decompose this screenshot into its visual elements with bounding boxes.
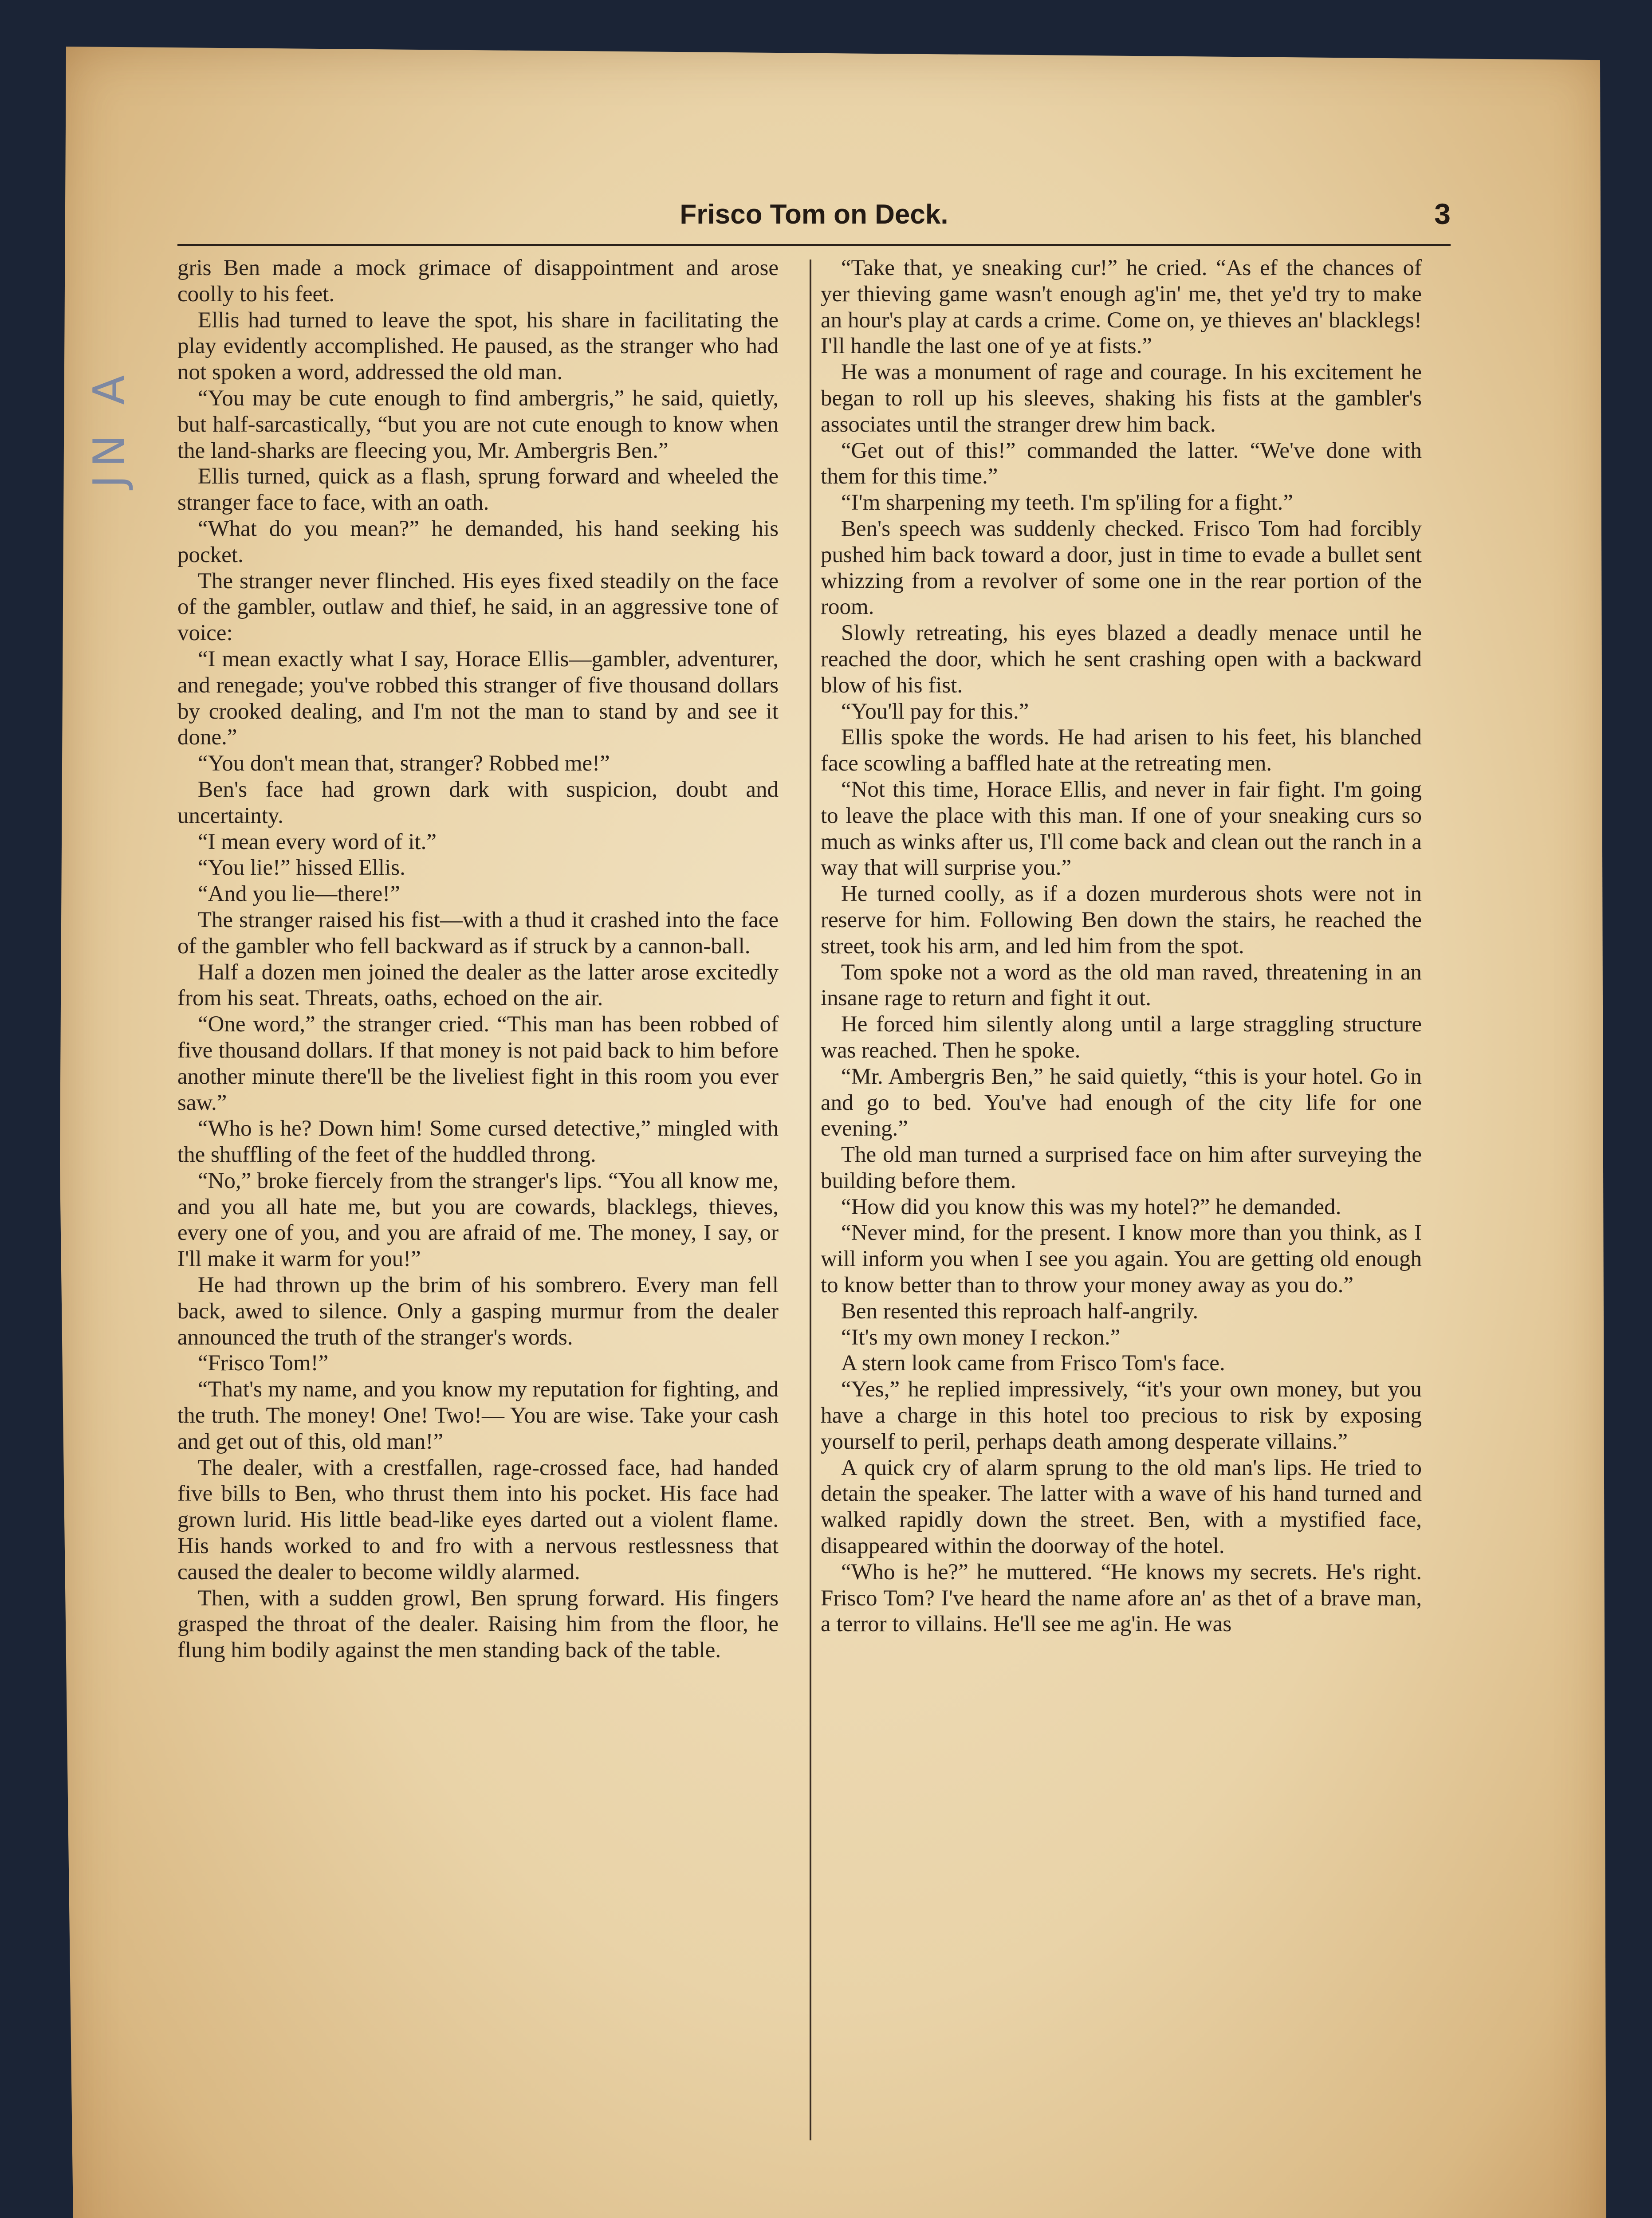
paragraph: “Get out of this!” commanded the latter. “We've done with them for this time.”	[821, 438, 1422, 489]
paragraph: He was a monument of rage and courage. In his excitement he began to roll up his sleeves, shaking his fists at the gambler's associates until the stranger drew him back.	[821, 360, 1422, 437]
paragraph: He turned coolly, as if a dozen murderous shots were not in reserve for him. Following Ben down the stairs, he reached the street, took his arm, and led him from the spot.	[821, 881, 1422, 959]
paragraph: The stranger raised his fist—with a thud it crashed into the face of the gambler who fell backward as if struck by a cannon-ball.	[177, 907, 779, 959]
paragraph: The dealer, with a crestfallen, rage-crossed face, had handed five bills to Ben, who thrust them into his pocket. His face had grown lurid. His little bead-like eyes darted out a violent flame. His hands worked to and fro with a nervous restlessness that caused the dealer to become wildly alarmed.	[177, 1455, 779, 1585]
paragraph: Ben's speech was suddenly checked. Frisco Tom had forcibly pushed him back toward a door, just in time to evade a bullet sent whizzing from a revolver of some one in the rear portion of the room.	[821, 516, 1422, 620]
paragraph: The old man turned a surprised face on him after surveying the building before them.	[821, 1142, 1422, 1193]
paragraph: Tom spoke not a word as the old man raved, threatening in an insane rage to return and fight it out.	[821, 960, 1422, 1011]
paragraph: “You lie!” hissed Ellis.	[197, 855, 405, 881]
running-title: Frisco Tom on Deck.	[680, 199, 948, 230]
paragraph: “Mr. Ambergris Ben,” he said quietly, “this is your hotel. Go in and go to bed. You've had enough of the city life for one evening.”	[821, 1064, 1422, 1141]
paragraph: “Not this time, Horace Ellis, and never in fair fight. I'm going to leave the place with this man. If one of your sneaking curs so much as winks after us, I'll come back and clean out the ranch in a way that will surprise you.”	[821, 777, 1422, 881]
paragraph: Ellis had turned to leave the spot, his share in facilitating the play evidently accomplished. He paused, as the stranger who had not spoken a word, addressed the old man.	[177, 307, 779, 385]
paragraph: “Never mind, for the present. I know more than you think, as I will inform you when I see you again. You are getting old enough to know better than to throw your money away as you do.”	[821, 1220, 1422, 1298]
page-number: 3	[1434, 197, 1451, 230]
paragraph: A stern look came from Frisco Tom's face.	[841, 1351, 1225, 1376]
paragraph: “Who is he?” he muttered. “He knows my secrets. He's right. Frisco Tom? I've heard the name afore an' as thet of a brave man, a terror to villains. He'll see me ag'in. He was	[821, 1559, 1422, 1637]
paragraph: He had thrown up the brim of his sombrero. Every man fell back, awed to silence. Only a gasping murmur from the dealer announced the truth of the stranger's words.	[177, 1273, 779, 1350]
paragraph: “And you lie—there!”	[197, 881, 400, 907]
paragraph: “I mean exactly what I say, Horace Ellis—gambler, adventurer, and renegade; you've robbed this stranger of five thousand dollars by crooked dealing, and I'm not the man to stand by and see it done.”	[177, 646, 779, 750]
paragraph: “I mean every word of it.”	[197, 829, 437, 854]
paragraph: “Yes,” he replied impressively, “it's your own money, but you have a charge in this hotel too precious to risk by exposing yourself to peril, perhaps death among desperate villains.”	[821, 1377, 1422, 1454]
paragraph: Ben's face had grown dark with suspicion, doubt and uncertainty.	[177, 777, 779, 828]
paragraph: Then, with a sudden growl, Ben sprung forward. His fingers grasped the throat of the dealer. Raising him from the floor, he flung him bodily against the men standing back of the table.	[177, 1585, 779, 1663]
right-text-column	[821, 255, 1422, 1637]
paragraph: “I'm sharpening my teeth. I'm sp'iling for a fight.”	[841, 490, 1293, 515]
paragraph: gris Ben made a mock grimace of disappointment and arose coolly to his feet.	[177, 256, 779, 307]
paragraph: “You'll pay for this.”	[841, 699, 1029, 724]
paragraph: “Frisco Tom!”	[197, 1351, 329, 1376]
paragraph: Ellis turned, quick as a flash, sprung forward and wheeled the stranger face to face, with an oath.	[177, 464, 779, 515]
paragraph: A quick cry of alarm sprung to the old man's lips. He tried to detain the speaker. The latter with a wave of his hand turned and walked rapidly down the street. Ben, with a mystified face, disappeared within the doorway of the hotel.	[821, 1455, 1422, 1559]
handwritten-margin-note: JN A	[84, 367, 135, 488]
paragraph: “What do you mean?” he demanded, his hand seeking his pocket.	[177, 516, 779, 567]
paragraph: “You don't mean that, stranger? Robbed me!”	[197, 751, 610, 776]
column-divider	[810, 260, 811, 2140]
paragraph: Slowly retreating, his eyes blazed a deadly menace until he reached the door, which he sent crashing open with a backward blow of his fist.	[821, 621, 1422, 698]
paragraph: “One word,” the stranger cried. “This man has been robbed of five thousand dollars. If that money is not paid back to him before another minute there'll be the liveliest fight in this room you ever saw.”	[177, 1012, 779, 1115]
left-text-column	[177, 255, 779, 1664]
paragraph: “Who is he? Down him! Some cursed detective,” mingled with the shuffling of the feet of the huddled throng.	[177, 1116, 779, 1168]
paragraph: “You may be cute enough to find ambergris,” he said, quietly, but half-sarcastically, “but you are not cute enough to know when the land-sharks are fleecing you, Mr. Ambergris Ben.”	[177, 385, 779, 463]
paragraph: Ben resented this reproach half-angrily.	[841, 1298, 1199, 1324]
paragraph: The stranger never flinched. His eyes fixed steadily on the face of the gambler, outlaw and thief, he said, in an aggressive tone of voice:	[177, 568, 779, 646]
paragraph: “That's my name, and you know my reputation for fighting, and the truth. The money! One! Two!— You are wise. Take your cash and get out of this, old man!”	[177, 1377, 779, 1454]
page-header	[177, 195, 1451, 246]
paragraph: “How did you know this was my hotel?” he demanded.	[841, 1194, 1341, 1219]
paragraph: Half a dozen men joined the dealer as the latter arose excitedly from his seat. Threats, oaths, echoed on the air.	[177, 960, 779, 1011]
paragraph: “It's my own money I reckon.”	[841, 1325, 1121, 1350]
paragraph: Ellis spoke the words. He had arisen to his feet, his blanched face scowling a baffled hate at the retreating men.	[821, 725, 1422, 776]
paragraph: He forced him silently along until a large straggling structure was reached. Then he spoke.	[821, 1012, 1422, 1063]
paragraph: “Take that, ye sneaking cur!” he cried. “As ef the chances of yer thieving game wasn't enough ag'in' me, thet ye'd try to make an hour's play at cards a crime. Come on, ye thieves an' blacklegs! I'll handle the last one of ye at fists.”	[821, 256, 1422, 359]
paragraph: “No,” broke fiercely from the stranger's lips. “You all know me, and you all hate me, but you are cowards, blacklegs, thieves, every one of you, and you are afraid of me. The money, I say, or I'll make it warm for you!”	[177, 1168, 779, 1272]
